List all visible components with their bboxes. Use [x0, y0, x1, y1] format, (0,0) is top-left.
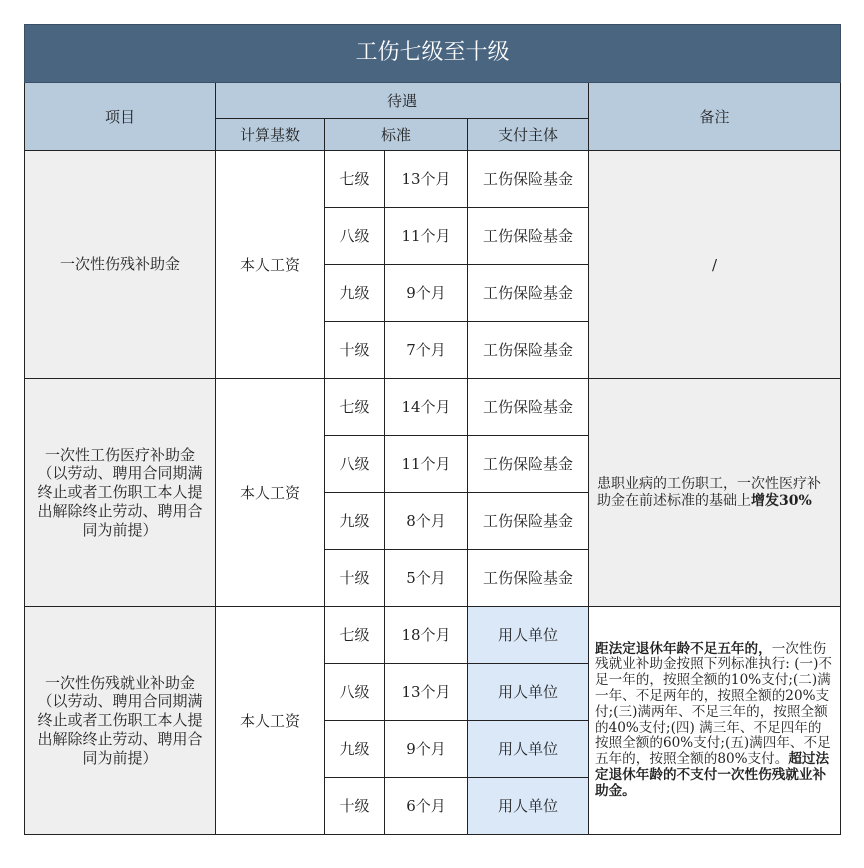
payer-cell: 工伤保险基金	[468, 436, 589, 493]
months-cell: 11个月	[385, 436, 468, 493]
level-cell: 九级	[325, 265, 385, 322]
note-emphasis: 超过法定退休年龄的不支付一次性伤残就业补助金。	[595, 751, 830, 799]
item-line: 一次性伤残补助金	[59, 255, 180, 274]
months-cell: 5个月	[385, 550, 468, 607]
item-line: 同为前提）	[82, 520, 158, 539]
item-line: 一次性伤残就业补助金	[44, 673, 195, 692]
item-label	[25, 151, 216, 379]
note-cell: /	[589, 151, 841, 379]
item-line: 同为前提）	[82, 748, 158, 767]
item-line: 出解除终止劳动、聘用合	[37, 501, 203, 520]
months-cell: 6个月	[385, 778, 468, 835]
payer-cell: 用人单位	[468, 721, 589, 778]
months-cell: 9个月	[385, 265, 468, 322]
payer-cell: 工伤保险基金	[468, 151, 589, 208]
months-cell: 13个月	[385, 151, 468, 208]
item-line: 一次性工伤医疗补助金	[44, 445, 195, 464]
level-cell: 十级	[325, 550, 385, 607]
item-line: 出解除终止劳动、聘用合	[37, 729, 203, 748]
item-line: （以劳动、聘用合同期满	[37, 464, 203, 483]
payer-cell: 用人单位	[468, 778, 589, 835]
level-cell: 九级	[325, 721, 385, 778]
level-cell: 七级	[325, 379, 385, 436]
level-cell: 十级	[325, 322, 385, 379]
months-cell: 11个月	[385, 208, 468, 265]
header-base: 计算基数	[216, 119, 325, 151]
header-standard: 标准	[325, 119, 468, 151]
header-treatment: 待遇	[216, 83, 589, 119]
note-cell	[589, 379, 841, 607]
note-cell	[589, 607, 841, 835]
calc-base: 本人工资	[216, 151, 325, 379]
months-cell: 8个月	[385, 493, 468, 550]
payer-cell: 工伤保险基金	[468, 493, 589, 550]
item-line: 终止或者工伤职工本人提	[37, 483, 203, 502]
payer-cell: 用人单位	[468, 607, 589, 664]
level-cell: 十级	[325, 778, 385, 835]
item-label	[25, 607, 216, 835]
header-item: 项目	[25, 83, 216, 151]
calc-base: 本人工资	[216, 607, 325, 835]
table-title: 工伤七级至十级	[25, 25, 841, 83]
months-cell: 9个月	[385, 721, 468, 778]
payer-cell: 工伤保险基金	[468, 265, 589, 322]
payer-cell: 用人单位	[468, 664, 589, 721]
injury-benefits-table	[24, 24, 841, 835]
header-note: 备注	[589, 83, 841, 151]
payer-cell: 工伤保险基金	[468, 208, 589, 265]
months-cell: 18个月	[385, 607, 468, 664]
level-cell: 八级	[325, 436, 385, 493]
level-cell: 七级	[325, 151, 385, 208]
level-cell: 八级	[325, 208, 385, 265]
months-cell: 7个月	[385, 322, 468, 379]
note-text: 患职业病的工伤职工，一次性医疗补助金在前述标准的基础上	[597, 475, 821, 509]
level-cell: 七级	[325, 607, 385, 664]
months-cell: 13个月	[385, 664, 468, 721]
months-cell: 14个月	[385, 379, 468, 436]
level-cell: 八级	[325, 664, 385, 721]
payer-cell: 工伤保险基金	[468, 379, 589, 436]
item-label	[25, 379, 216, 607]
level-cell: 九级	[325, 493, 385, 550]
payer-cell: 工伤保险基金	[468, 322, 589, 379]
calc-base: 本人工资	[216, 379, 325, 607]
payer-cell: 工伤保险基金	[468, 550, 589, 607]
item-line: （以劳动、聘用合同期满	[37, 692, 203, 711]
note-text: 一次性伤残就业补助金按照下列标准执行: (一)不足一年的，按照全额的10%支付;(二)满一年、不足两年的，按照全额的20%支付;(三)满两年、不足三年的，按照全额的40%支付;(四) 满三年、不足四年的按照全额的60%支付;(五)满四年、不足五年的，按照全额的80%支付。	[595, 640, 833, 768]
header-payer: 支付主体	[468, 119, 589, 151]
note-emphasis: 增发30%	[751, 492, 812, 509]
note-emphasis: 距法定退休年龄不足五年的，	[595, 640, 772, 657]
item-line: 终止或者工伤职工本人提	[37, 711, 203, 730]
